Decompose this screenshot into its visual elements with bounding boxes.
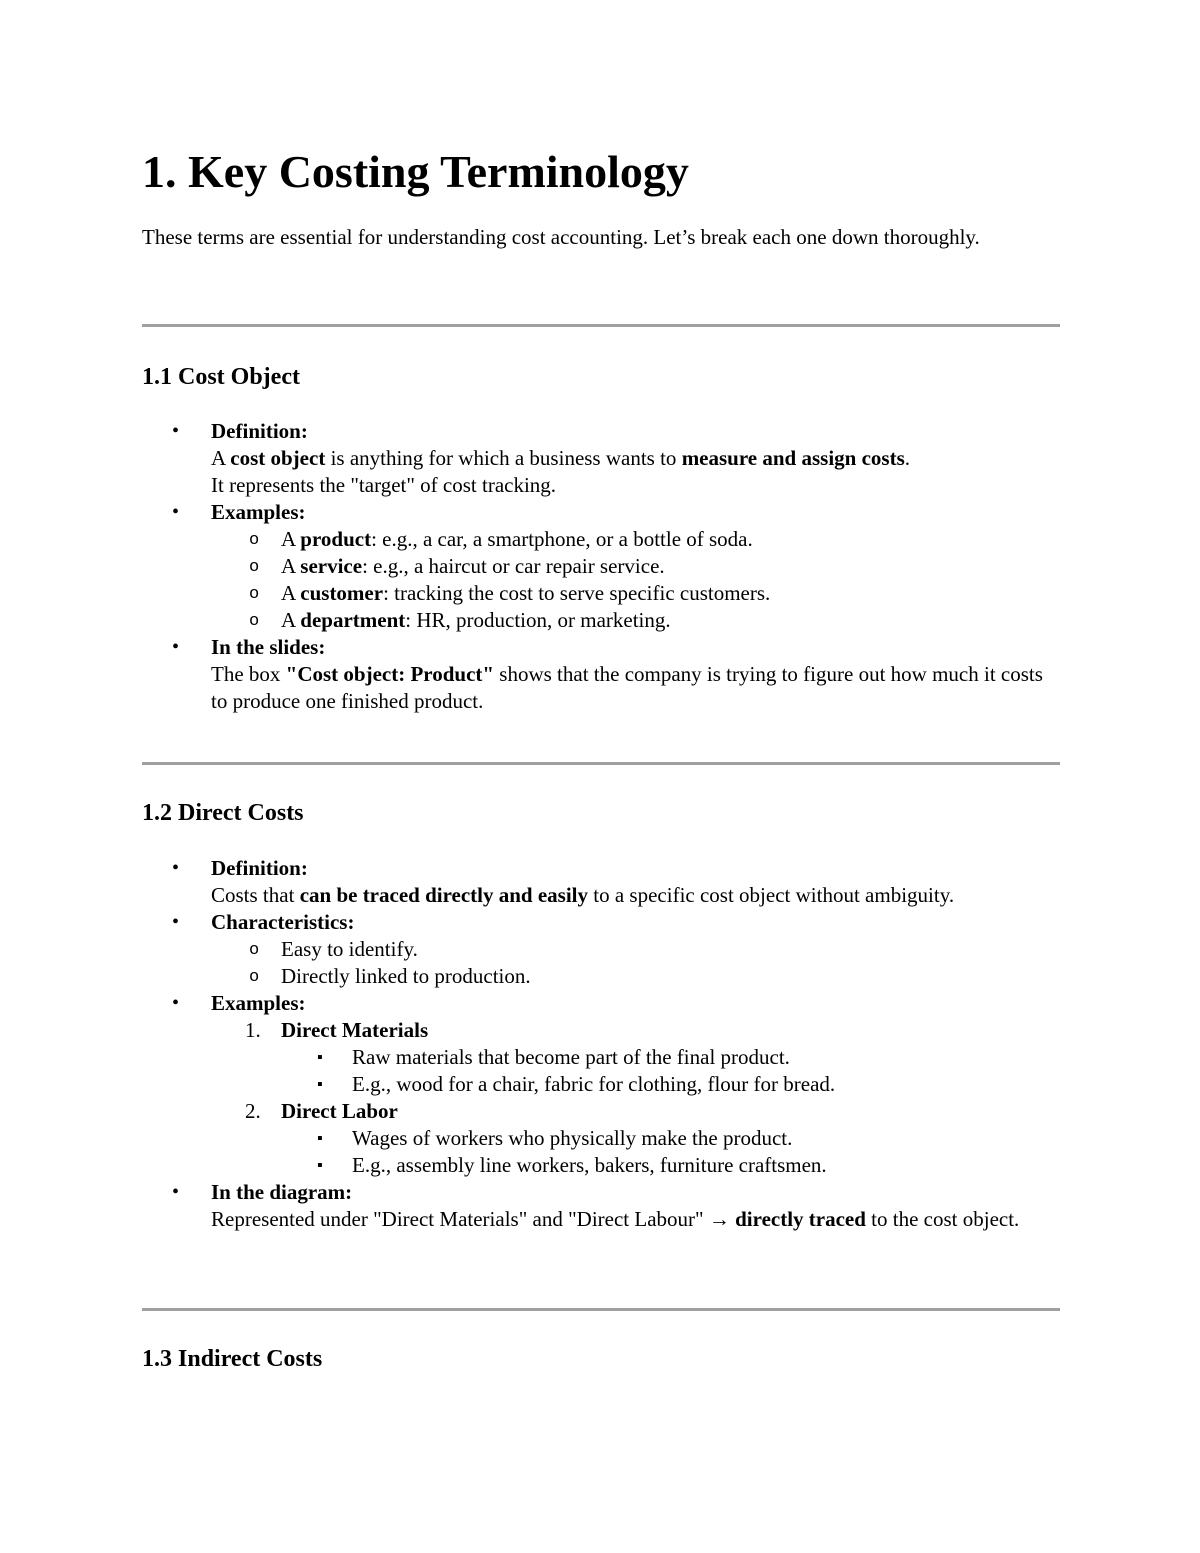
text-run: Costs that <box>211 883 300 907</box>
text-run: Represented under "Direct Materials" and "Direct Labour" → <box>211 1207 736 1231</box>
bold-term: measure and assign costs <box>681 446 905 470</box>
text-run: shows that the company is trying to figure out how much it costs to produce one finished product. <box>211 662 1043 713</box>
text-run: A <box>281 554 301 578</box>
heading-indirect-costs: 1.3 Indirect Costs <box>142 1346 323 1372</box>
text-run: A <box>281 581 301 605</box>
slides-label: In the slides: <box>211 635 326 659</box>
list-item <box>211 526 1060 553</box>
list-item-characteristics <box>142 909 1060 990</box>
bold-term: service <box>300 554 363 578</box>
bold-term: cost object <box>230 446 326 470</box>
section-divider <box>142 1308 1060 1311</box>
text-run: : tracking the cost to serve specific customers. <box>383 581 771 605</box>
text-run: : e.g., a car, a smartphone, or a bottle of soda. <box>371 527 753 551</box>
bold-term: Direct Materials <box>281 1018 429 1042</box>
examples-label: Examples: <box>211 500 306 524</box>
list-item-in-slides <box>142 634 1060 715</box>
text-run: The box <box>211 662 286 686</box>
text-run: A <box>281 527 301 551</box>
text-run: It represents the "target" of cost tracking. <box>211 473 557 497</box>
list-item: ▪ E.g., wood for a chair, fabric for clothing, flour for bread. <box>281 1071 1060 1098</box>
list-item-examples <box>142 990 1060 1179</box>
text-run: A <box>211 446 231 470</box>
list-item: ▪ Wages of workers who physically make the product. <box>281 1125 1060 1152</box>
bold-term: department <box>300 608 406 632</box>
text-run: to a specific cost object without ambiguity. <box>588 883 955 907</box>
list-item <box>211 580 1060 607</box>
text-run: to the cost object. <box>865 1207 1020 1231</box>
cost-object-content <box>142 418 1060 715</box>
list-item-examples <box>142 499 1060 634</box>
list-item: o Directly linked to production. <box>211 963 1060 990</box>
intro-paragraph: These terms are essential for understanding cost accounting. Let’s break each one down thoroughly. <box>142 225 980 249</box>
bold-term: Direct Labor <box>281 1099 398 1123</box>
text-run: : e.g., a haircut or car repair service. <box>362 554 665 578</box>
text-run: is anything for which a business wants to <box>325 446 682 470</box>
heading-direct-costs: 1.2 Direct Costs <box>142 800 304 826</box>
definition-label: Definition: <box>211 419 308 443</box>
section-divider <box>142 324 1060 327</box>
examples-label: Examples: <box>211 991 306 1015</box>
direct-costs-content <box>142 855 1060 1233</box>
list-item-definition <box>142 855 1060 909</box>
list-item: ▪ E.g., assembly line workers, bakers, furniture craftsmen. <box>281 1152 1060 1179</box>
text-run: : HR, production, or marketing. <box>405 608 671 632</box>
heading-cost-object: 1.1 Cost Object <box>142 364 300 390</box>
list-item <box>211 553 1060 580</box>
page-title: 1. Key Costing Terminology <box>142 146 689 197</box>
list-item: o Easy to identify. <box>211 936 1060 963</box>
bold-term: "Cost object: Product" <box>285 662 495 686</box>
list-item-definition <box>142 418 1060 499</box>
text-run: . <box>904 446 910 470</box>
list-item-in-diagram <box>142 1179 1060 1233</box>
definition-label: Definition: <box>211 856 308 880</box>
bold-term: directly traced <box>735 1207 866 1231</box>
diagram-label: In the diagram: <box>211 1180 353 1204</box>
numbered-item <box>211 1098 1060 1179</box>
bold-term: product <box>300 527 372 551</box>
section-divider <box>142 762 1060 765</box>
bold-term: can be traced directly and easily <box>299 883 589 907</box>
text-run: A <box>281 608 301 632</box>
list-number: 2. <box>245 1099 261 1123</box>
list-number: 1. <box>245 1018 261 1042</box>
bold-term: customer <box>300 581 384 605</box>
numbered-item <box>211 1017 1060 1098</box>
list-item <box>211 607 1060 634</box>
characteristics-label: Characteristics: <box>211 910 355 934</box>
list-item: ▪ Raw materials that become part of the final product. <box>281 1044 1060 1071</box>
